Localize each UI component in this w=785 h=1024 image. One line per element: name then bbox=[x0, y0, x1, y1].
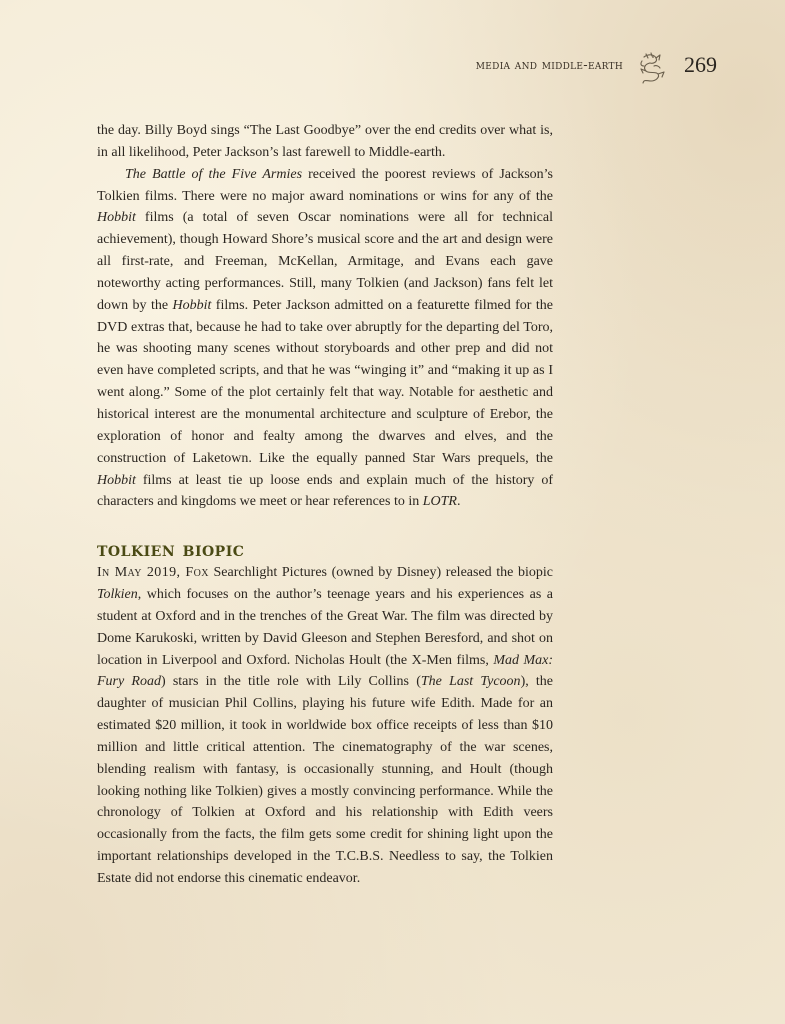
paragraph-lead-in: In May 2019, Fox bbox=[97, 565, 209, 581]
paragraph-battle-five-armies bbox=[97, 164, 553, 514]
paragraph-text: received the poorest reviews of Jackson’s Tolkien films. There were no major award nominations or wins for any of the bbox=[97, 166, 553, 204]
film-title: Tolkien bbox=[97, 587, 138, 603]
film-title: Hobbit bbox=[97, 210, 136, 226]
section-heading: tolkien biopic bbox=[97, 537, 245, 562]
running-head-title: media and middle-earth bbox=[475, 58, 623, 73]
paragraph-text: , which focuses on the author’s teenage years and his experiences as a student at Oxford and in the trenches of the Great War. The film was directed by Dome Karukoski, written by David Gleeson and Stephen Beresford, and shot on location in Liverpool and Oxford. Nicholas Hoult (the X-Men films, bbox=[97, 587, 553, 668]
film-title: Mad Max: Fury Road bbox=[97, 652, 553, 690]
paragraph-text: the day. Billy Boyd sings “The Last Goodbye” over the end credits over what is, in all likelihood, Peter Jackson’s last farewell to Middle-earth. bbox=[97, 123, 553, 160]
paragraph-text: films (a total of seven Oscar nominations were all for technical achievement), though Howard Shore’s musical score and the art and design were all first-rate, and Freeman, McKellan, Armitage, and Evans each gave noteworthy acting performances. Still, many Tolkien (and Jackson) fans felt let down by the bbox=[97, 210, 553, 313]
book-title: LOTR bbox=[422, 494, 457, 510]
running-head bbox=[0, 52, 785, 86]
paragraph-text: Searchlight Pictures (owned by Disney) released the biopic bbox=[208, 565, 553, 581]
paragraph-text: ) stars in the title role with Lily Collins ( bbox=[160, 674, 421, 690]
paragraph-text: ), the daughter of musician Phil Collins, playing his future wife Edith. Made for an estimated $20 million, it took in worldwide box office receipts of less than $10 million and little critical attention. The cinematography of the war scenes, blending realism with fantasy, is occasionally stunning, and Hoult (though looking nothing like Tolkien) gives a mostly convincing performance. While the chronology of Tolkien at Oxford and his relationship with Edith veers occasionally from the facts, the film gets some credit for shining light upon the important relationships developed in the T.C.B.S. Needless to say, the Tolkien Estate did not endorse this cinematic endeavor. bbox=[97, 674, 554, 886]
film-title: Hobbit bbox=[172, 297, 212, 313]
dragon-icon bbox=[636, 52, 668, 86]
film-title: The Battle of the Five Armies bbox=[125, 166, 303, 182]
body-text bbox=[97, 120, 553, 890]
paragraph-text: films. Peter Jackson admitted on a featurette filmed for the DVD extras that, because he had to take over abruptly for the departing del Toro, he was shooting many scenes without storyboards and other prep and did not even have completed scripts, and that he was “winging it” and “making it up as I went along.” Some of the plot certainly felt that way. Notable for aesthetic and historical interest are the monumental architecture and sculpture of Erebor, the exploration of honor and fealty among the dwarves and elves, and the construction of Laketown. Like the equally panned Star Wars prequels, the bbox=[97, 297, 553, 466]
paragraph-continued bbox=[97, 120, 553, 164]
paragraph-text: films at least tie up loose ends and explain much of the history of characters and kingdoms we meet or hear references to in bbox=[97, 472, 553, 510]
film-title: The Last Tycoon bbox=[420, 674, 521, 690]
paragraph-tolkien-biopic bbox=[97, 562, 553, 890]
paragraph-text: . bbox=[456, 494, 461, 510]
film-title: Hobbit bbox=[97, 472, 136, 488]
page-number: 269 bbox=[684, 52, 717, 77]
